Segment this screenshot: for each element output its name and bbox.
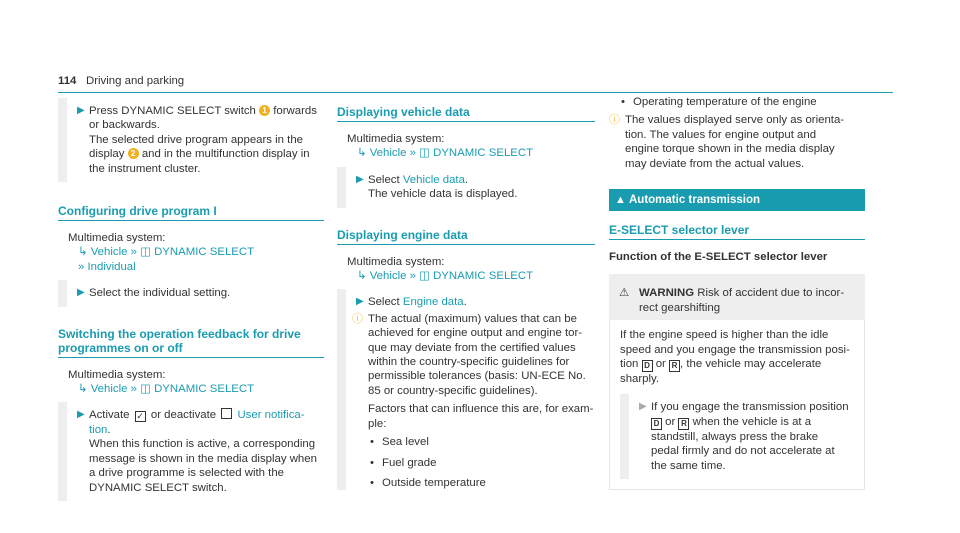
path-arrow-icon: ↳ — [78, 246, 88, 259]
engine-data-section: Displaying engine data Multimedia system: ↳ Vehicle » ◫ DYNAMIC SELECT ▶ Select Engine data. ⓘ The actual (maximum) values that can be achieved for engine output and engine tor- que may deviate from the certified values within the country-specific guidelines for permissible tolerances (basis: UN-ECE No. 85 or country-specific guidelines). Factors that can influence this are, for exam- ple: • Sea level • Fuel grade • Outside temperature — [337, 228, 595, 491]
step-arrow-icon: ▶ — [77, 287, 85, 299]
configure-section: Configuring drive program I Multimedia system: ↳ Vehicle » ◫ DYNAMIC SELECT » Individual ▶ Select the individual setting. — [58, 204, 324, 307]
list-item: • Sea level — [370, 435, 595, 449]
info-icon: ⓘ — [609, 114, 620, 127]
menu-path — [78, 245, 324, 259]
warning-box: ⚠ WARNING Risk of accident due to incor- rect gearshifting If the engine speed is higher than the idle speed and you engage the transmission posi- tion D or R , the vehicle may accelerate sharply. ▶ If you engage the transmission position D or R when the vehicle is at a standstill, always press the brake pedal firmly and do not accelerate at the same time. — [609, 274, 865, 490]
path-vehicle[interactable]: Vehicle — [90, 246, 128, 259]
gear-d-icon: D — [642, 360, 653, 372]
page-header — [58, 72, 893, 93]
engine-data-link[interactable]: Engine data — [402, 296, 464, 309]
section-title: E-SELECT selector lever — [609, 223, 865, 240]
path-vehicle[interactable]: Vehicle — [369, 270, 407, 283]
chevron-right-icon: » — [78, 260, 85, 273]
step-arrow-icon: ▶ — [356, 296, 364, 308]
path-dynamic-select[interactable]: DYNAMIC SELECT — [154, 383, 255, 396]
page-title: Driving and parking — [86, 75, 185, 87]
user-notification-link[interactable]: User notifica- — [237, 409, 305, 422]
info-note: ⓘ The values displayed serve only as orienta- tion. The values for engine output and engine torque shown in the media display may deviate from the actual values. — [609, 114, 845, 170]
callout-1-icon: 1 — [259, 105, 270, 116]
path-arrow-icon: ↳ — [357, 270, 367, 283]
info-icon: ⓘ — [352, 312, 363, 325]
column-1 — [58, 95, 324, 501]
chevron-right-icon: » — [130, 246, 137, 259]
section-title: Configuring drive program I — [58, 204, 324, 221]
section-title: Displaying vehicle data — [337, 105, 595, 122]
menu-path — [78, 382, 324, 396]
chevron-right-icon: » — [409, 270, 416, 283]
chevron-right-icon: » — [130, 383, 137, 396]
subsection-title: Function of the E-SELECT selector lever — [609, 251, 828, 264]
drive-program-icon: ◫ — [419, 270, 430, 283]
page-number: 114 — [58, 75, 77, 87]
gear-r-icon: R — [678, 418, 689, 430]
path-individual[interactable]: Individual — [87, 260, 136, 273]
vehicle-data-section: Displaying vehicle data Multimedia system: ↳ Vehicle » ◫ DYNAMIC SELECT ▶ Select Vehicle data. The vehicle data is displayed. — [337, 105, 595, 208]
intro-step-block: ▶ Press DYNAMIC SELECT switch 1 forwards or backwards. The selected drive program appears in the display 2 and in the multifunction display in the instrument cluster. — [58, 98, 324, 182]
checkbox-checked-icon: ✓ — [136, 411, 144, 422]
gear-r-icon: R — [669, 360, 680, 372]
path-vehicle[interactable]: Vehicle — [369, 147, 407, 160]
step-arrow-icon: ▶ — [639, 401, 647, 413]
warning-icon: ⚠ — [619, 287, 630, 300]
chapter-header: ▲ Automatic transmission — [609, 189, 865, 211]
drive-program-icon: ◫ — [140, 246, 151, 259]
list-item: • Outside temperature — [370, 476, 595, 490]
list-item: • Operating temperature of the engine — [621, 95, 865, 109]
step-arrow-icon: ▶ — [77, 409, 85, 421]
callout-2-icon: 2 — [128, 148, 139, 159]
chevron-right-icon: » — [409, 147, 416, 160]
drive-program-icon: ◫ — [140, 383, 151, 396]
path-dynamic-select[interactable]: DYNAMIC SELECT — [154, 246, 255, 259]
switching-section: Switching the operation feedback for drive programmes on or off Multimedia system: ↳ Vehicle » ◫ DYNAMIC SELECT ▶ Activate ✓ or deactivate User notifica- tion. When this function is active, a corresponding message is shown in the media display when a drive programme is selected with the DYNAMIC SELECT switch. — [58, 327, 324, 501]
list-item: • Fuel grade — [370, 456, 595, 470]
path-dynamic-select[interactable]: DYNAMIC SELECT — [433, 270, 534, 283]
menu-path — [357, 146, 595, 160]
section-title: Switching the operation feedback for drive programmes on or off — [58, 327, 324, 358]
column-3 — [609, 95, 865, 490]
path-arrow-icon: ↳ — [357, 147, 367, 160]
path-arrow-icon: ↳ — [78, 383, 88, 396]
column-2 — [337, 95, 595, 490]
step-arrow-icon: ▶ — [356, 173, 364, 185]
gear-d-icon: D — [651, 418, 662, 430]
checkbox-empty-icon — [221, 408, 232, 419]
section-title: Displaying engine data — [337, 228, 595, 245]
vehicle-data-link[interactable]: Vehicle data — [402, 173, 465, 186]
drive-program-icon: ◫ — [419, 147, 430, 160]
path-dynamic-select[interactable]: DYNAMIC SELECT — [433, 147, 534, 160]
menu-path — [357, 269, 595, 283]
step-arrow-icon: ▶ — [77, 105, 85, 116]
triangle-icon: ▲ — [615, 194, 626, 207]
path-vehicle[interactable]: Vehicle — [90, 383, 128, 396]
